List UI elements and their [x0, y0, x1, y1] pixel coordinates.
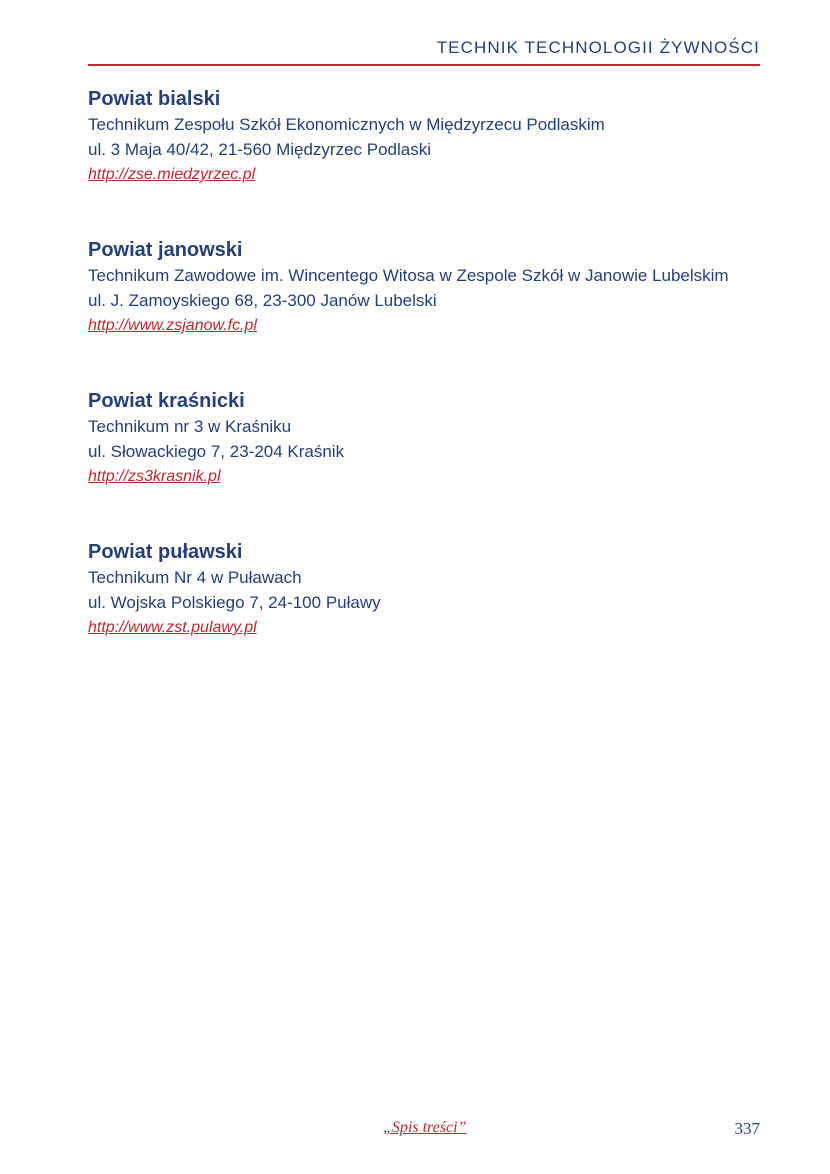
district-entry-krasnicki [88, 388, 768, 539]
district-heading: Powiat janowski [88, 239, 243, 261]
table-of-contents-link[interactable]: „Spis treści” [383, 1119, 467, 1136]
district-heading: Powiat bialski [88, 88, 221, 110]
school-website-link[interactable]: http://zse.miedzyrzec.pl [88, 166, 256, 183]
page-number: 337 [734, 1119, 760, 1138]
running-header-title: TECHNIK TECHNOLOGII ŻYWNOŚCI [436, 38, 760, 57]
school-website-link[interactable]: http://www.zsjanow.fc.pl [88, 317, 257, 334]
district-entry-bialski [88, 86, 768, 237]
school-address: ul. J. Zamoyskiego 68, 23-300 Janów Lubelski [88, 291, 437, 310]
header-divider [88, 64, 760, 66]
school-website-link[interactable]: http://www.zst.pulawy.pl [88, 619, 257, 636]
school-address: ul. 3 Maja 40/42, 21-560 Międzyrzec Podlaski [88, 140, 432, 159]
school-address: ul. Wojska Polskiego 7, 24-100 Puławy [88, 593, 381, 612]
district-heading: Powiat puławski [88, 541, 243, 563]
school-name: Technikum Nr 4 w Puławach [88, 568, 302, 587]
school-name: Technikum nr 3 w Kraśniku [88, 417, 292, 436]
school-name: Technikum Zespołu Szkół Ekonomicznych w Międzyrzecu Podlaskim [88, 115, 605, 134]
district-entry-janowski [88, 237, 768, 388]
school-website-link[interactable]: http://zs3krasnik.pl [88, 468, 221, 485]
school-name: Technikum Zawodowe im. Wincentego Witosa w Zespole Szkół w Janowie Lubelskim [88, 266, 729, 285]
district-entry-pulawski [88, 539, 768, 690]
school-address: ul. Słowackiego 7, 23-204 Kraśnik [88, 442, 345, 461]
district-heading: Powiat kraśnicki [88, 390, 245, 412]
school-list [88, 86, 768, 690]
